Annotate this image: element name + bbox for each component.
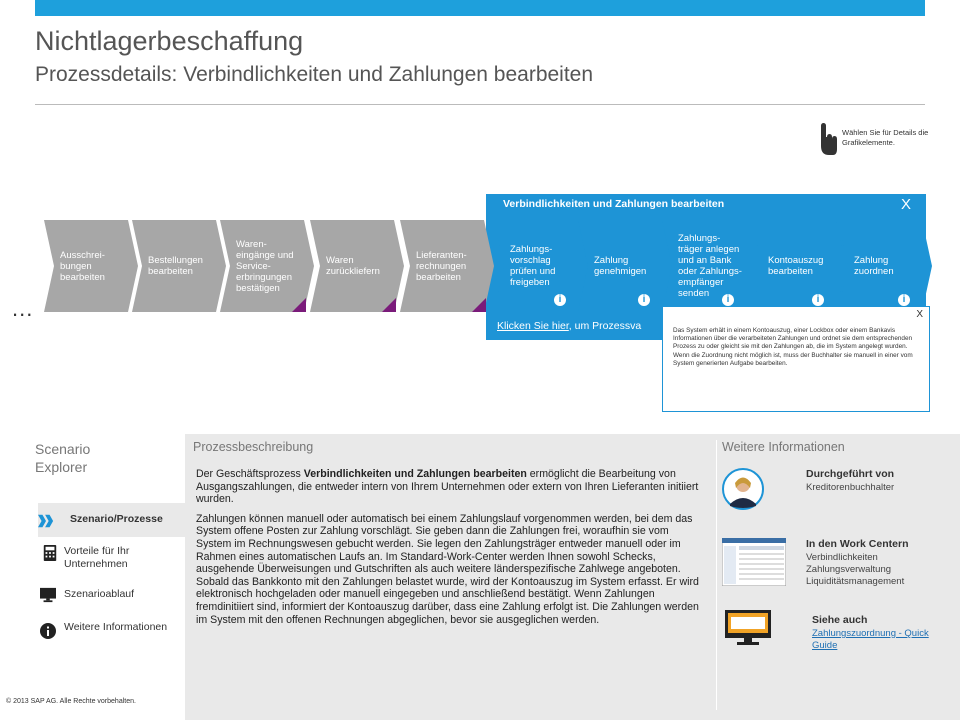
scenario-explorer-panel — [0, 434, 185, 720]
info-icon[interactable]: i — [638, 294, 650, 306]
info-icon — [40, 623, 56, 639]
header-divider — [35, 104, 925, 105]
nav-item-label: Vorteile für Ihr Unternehmen — [64, 545, 130, 570]
process-step-grey-1[interactable] — [44, 220, 138, 312]
process-step-label: Zahlungs-träger anlegen und an Bank oder Zahlungs-empfänger senden — [678, 233, 742, 299]
performed-by-role: Kreditorenbuchhalter — [806, 482, 895, 493]
process-group-title: Verbindlichkeiten und Zahlungen bearbeiten — [503, 198, 725, 210]
work-centers-block — [806, 538, 956, 588]
info-icon[interactable]: i — [812, 294, 824, 306]
work-center-item: Liquiditätsmanagement — [806, 576, 905, 587]
process-step-label: Zahlung genehmigen — [594, 255, 647, 277]
performed-by-heading: Durchgeführt von — [806, 468, 895, 480]
description-text: ermöglicht die Bearbeitung von Ausgangszahlungen, die entweder intern von Ihrem Unternehmen oder extern von Ihren Lieferanten initiiert wurden. — [196, 468, 699, 506]
process-description-heading: Prozessbeschreibung — [193, 440, 314, 454]
hint — [818, 122, 928, 158]
process-step-blue-4[interactable] — [752, 220, 846, 312]
description-text: Der Geschäftsprozess — [196, 468, 304, 480]
monitor-icon — [725, 610, 771, 646]
popup-close-button[interactable]: X — [916, 309, 923, 320]
hint-text: Wählen Sie für Details die Grafikelemente. — [842, 128, 929, 147]
performed-by-block — [806, 468, 956, 494]
person-avatar — [722, 468, 764, 510]
work-centers-heading: In den Work Centern — [806, 538, 909, 550]
process-step-label: Bestellungen bearbeiten — [148, 255, 203, 277]
process-step-grey-5[interactable] — [400, 220, 494, 312]
process-step-label: Zahlung zuordnen — [854, 255, 894, 277]
top-accent-bar — [35, 0, 925, 16]
nav-item-label: Szenario/Prozesse — [70, 513, 163, 525]
info-icon[interactable]: i — [898, 294, 910, 306]
quick-guide-link[interactable]: Zahlungszuordnung - Quick Guide — [812, 628, 929, 651]
copyright: © 2013 SAP AG. Alle Rechte vorbehalten. — [6, 698, 136, 705]
process-step-blue-5[interactable] — [838, 220, 932, 312]
step-detail-popup — [662, 306, 930, 412]
process-step-label: Waren-eingänge und Service-erbringungen bestätigen — [236, 238, 294, 294]
process-step-label: Zahlungs-vorschlag prüfen und freigeben — [510, 244, 556, 288]
scenario-explorer-title: Scenario Explorer — [35, 441, 91, 475]
work-center-screenshot-icon — [722, 538, 786, 586]
see-also-block — [812, 614, 952, 652]
process-step-grey-2[interactable] — [132, 220, 226, 312]
process-step-grey-3[interactable] — [220, 220, 314, 312]
chevrons-icon — [38, 513, 54, 529]
info-icon[interactable]: i — [722, 294, 734, 306]
more-info-heading: Weitere Informationen — [722, 440, 845, 454]
process-step-blue-3[interactable] — [662, 220, 756, 312]
process-variants-link-suffix: , um Prozessva — [568, 320, 642, 332]
process-step-label: Lieferanten-rechnungen bearbeiten — [416, 249, 467, 283]
description-paragraph-1 — [196, 468, 701, 506]
monitor-icon — [40, 587, 56, 603]
nav-item-label: Szenarioablauf — [64, 588, 135, 600]
description-paragraph-2: Zahlungen können manuell oder automatisch bei einem Zahlungslauf vorgenommen werden, bei dem das System offene Posten zur Zahlung vorschlägt. Sie geben dann die Zahlungen frei, woraufhin sie vom System im Rechnungswesen gebucht werden. Sie legen den Zahlungsträger entweder manuell oder im Rahmen eines automatischen Laufs an. Im Standard-Work-Center werden Ihnen sowohl Schecks, ausgehende Überweisungen und Gutschriften als auch weitere länderspezifische Zahlwege angeboten. Sobald das Bankkonto mit den Zahlungen belastet wurde, wird der Kontoauszug im System erfasst. Er wird elektronisch hochgeladen oder manuell eingegeben und anschließend bestätigt. Wenn Zahlungen fremdinitiiert sind, informiert der Kontoauszug darüber, dass eine Zahlung erfolgt ist. Die Zahlungen werden im System mit den offenen Rechnungen abgeglichen, bevor sie ausgeglichen werden. — [196, 512, 699, 626]
process-variants-link[interactable]: Klicken Sie hier — [497, 320, 569, 332]
process-group-close-button[interactable]: X — [901, 196, 912, 213]
process-step-blue-2[interactable] — [578, 220, 672, 312]
work-center-item: Zahlungsverwaltung — [806, 564, 892, 575]
page-title: Nichtlagerbeschaffung — [35, 26, 304, 56]
work-center-item: Verbindlichkeiten — [806, 552, 878, 563]
process-description-text — [196, 468, 701, 633]
hand-pointer-icon — [818, 122, 838, 156]
page-subtitle: Prozessdetails: Verbindlichkeiten und Zahlungen bearbeiten — [35, 63, 594, 86]
popup-text: Das System erhält in einem Kontoauszug, einer Lockbox oder einem Bankavis Informationen über die verarbeiteten Zahlungen und ordnet sie dem entsprechenden Prozess zu oder gleicht sie mit den Zahlungen ab, die im System angelegt wurden. Wenn die Zuordnung nicht möglich ist, muss der Buchhalter sie manuell in einer vom System generierten Aufgabe bearbeiten. — [673, 327, 913, 367]
process-step-label: Kontoauszug bearbeiten — [768, 255, 824, 277]
more-steps-ellipsis[interactable]: ... — [12, 296, 34, 321]
process-variants-link-row — [497, 320, 641, 332]
info-icon[interactable]: i — [554, 294, 566, 306]
calculator-icon — [42, 545, 58, 561]
nav-item-label: Weitere Informationen — [64, 621, 168, 633]
process-step-label: Waren zurückliefern — [326, 255, 380, 277]
process-step-grey-4[interactable] — [310, 220, 404, 312]
process-step-blue-1[interactable] — [494, 220, 588, 312]
panel-divider — [716, 440, 717, 710]
description-bold: Verbindlichkeiten und Zahlungen bearbeiten — [303, 468, 527, 480]
process-step-label: Ausschrei-bungen bearbeiten — [60, 249, 105, 283]
see-also-heading: Siehe auch — [812, 614, 868, 626]
